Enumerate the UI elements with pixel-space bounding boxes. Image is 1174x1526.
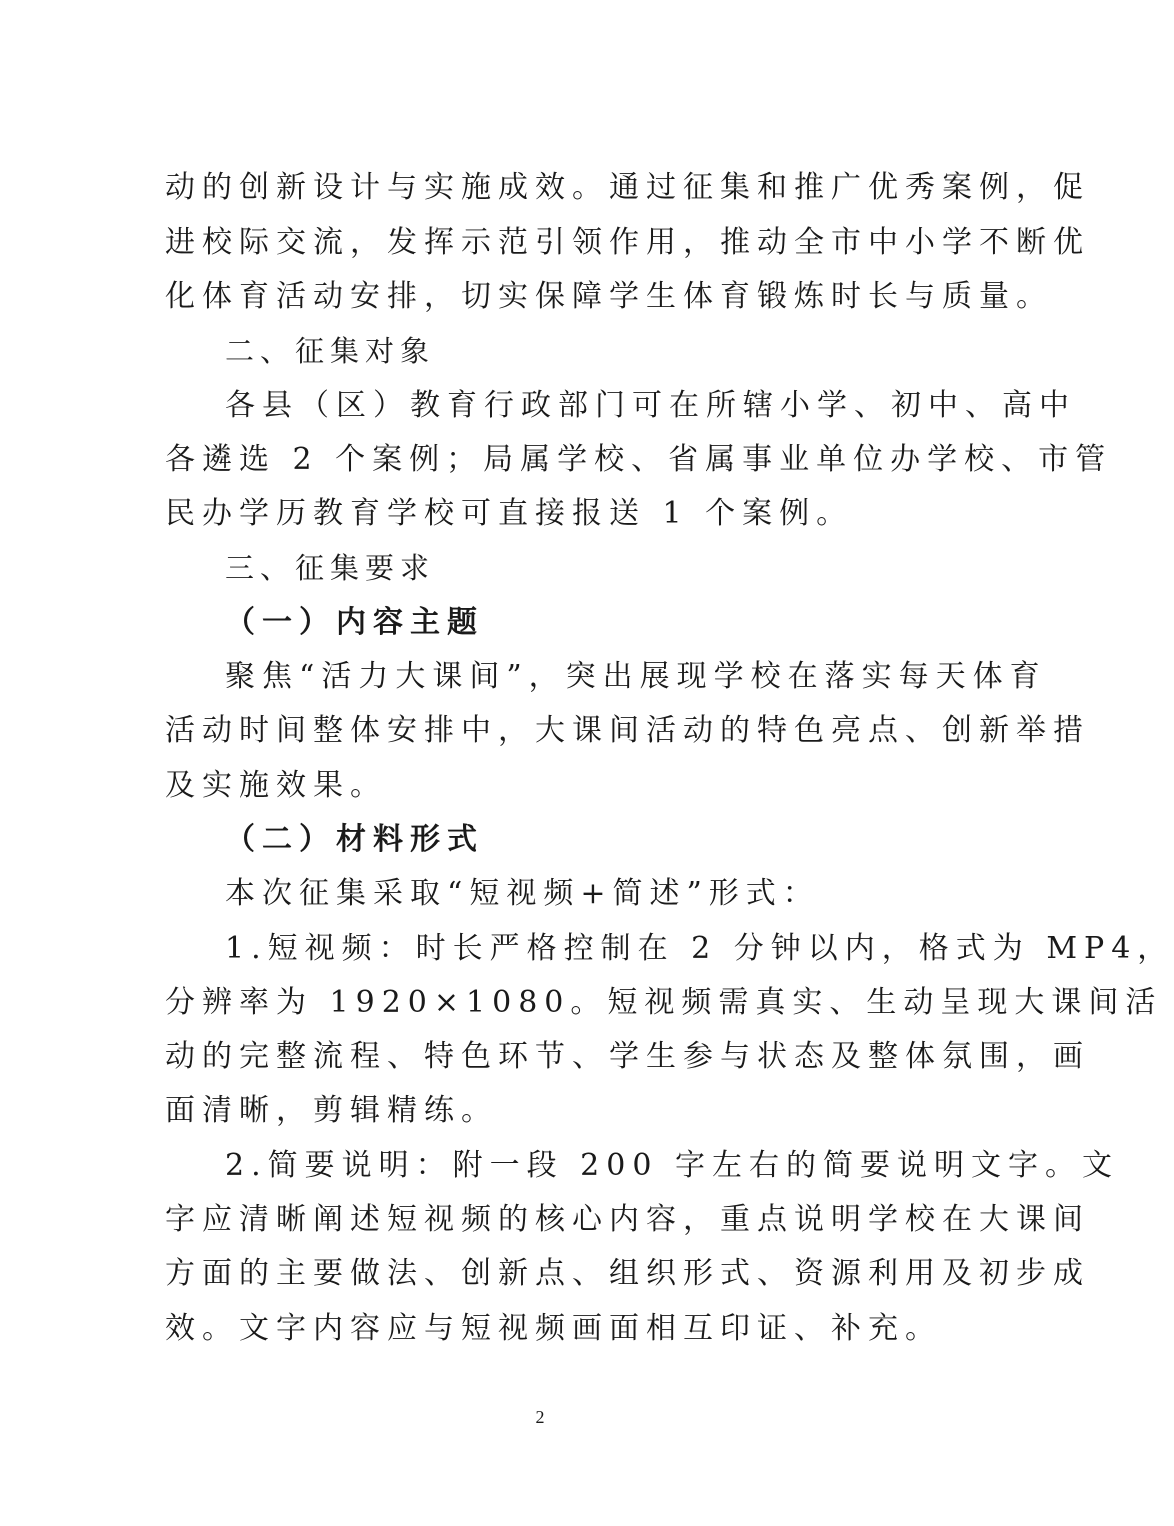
paragraph-line: 及实施效果。 [165, 768, 387, 803]
paragraph-line: 效。文字内容应与短视频画面相互印证、补充。 [165, 1311, 942, 1346]
paragraph-line: 动的创新设计与实施成效。通过征集和推广优秀案例，促 [165, 170, 1090, 205]
paragraph-line: 方面的主要做法、创新点、组织形式、资源利用及初步成 [165, 1256, 1090, 1291]
paragraph-line: 动的完整流程、特色环节、学生参与状态及整体氛围，画 [165, 1039, 1090, 1074]
paragraph-line: 分辨率为 1920×1080。短视频需真实、生动呈现大课间活 [165, 985, 1163, 1020]
paragraph-line: 活动时间整体安排中，大课间活动的特色亮点、创新举措 [165, 713, 1090, 748]
paragraph-line: 各县（区）教育行政部门可在所辖小学、初中、高中 [225, 388, 1076, 423]
paragraph-line: 化体育活动安排，切实保障学生体育锻炼时长与质量。 [165, 279, 1053, 314]
page-number: 2 [535, 1407, 545, 1427]
section-heading-collection-targets: 二、征集对象 [225, 334, 436, 368]
paragraph-line: 进校际交流，发挥示范引领作用，推动全市中小学不断优 [165, 225, 1090, 260]
paragraph-line: 本次征集采取“短视频+简述”形式： [225, 876, 820, 911]
section-heading-collection-requirements: 三、征集要求 [225, 551, 436, 585]
paragraph-line: 面清晰，剪辑精练。 [165, 1093, 498, 1128]
paragraph-line: 各遴选 2 个案例；局属学校、省属事业单位办学校、市管 [165, 442, 1113, 477]
subheading-content-theme: （一）内容主题 [225, 605, 484, 640]
paragraph-line: 字应清晰阐述短视频的核心内容，重点说明学校在大课间 [165, 1202, 1090, 1237]
list-item-short-video: 1.短视频：时长严格控制在 2 分钟以内，格式为 MP4， [225, 931, 1174, 966]
list-item-brief-description: 2.简要说明：附一段 200 字左右的简要说明文字。文 [225, 1148, 1119, 1183]
subheading-material-format: （二）材料形式 [225, 822, 484, 857]
paragraph-line: 民办学历教育学校可直接报送 1 个案例。 [165, 496, 854, 531]
paragraph-line: 聚焦“活力大课间”，突出展现学校在落实每天体育 [225, 659, 1047, 694]
